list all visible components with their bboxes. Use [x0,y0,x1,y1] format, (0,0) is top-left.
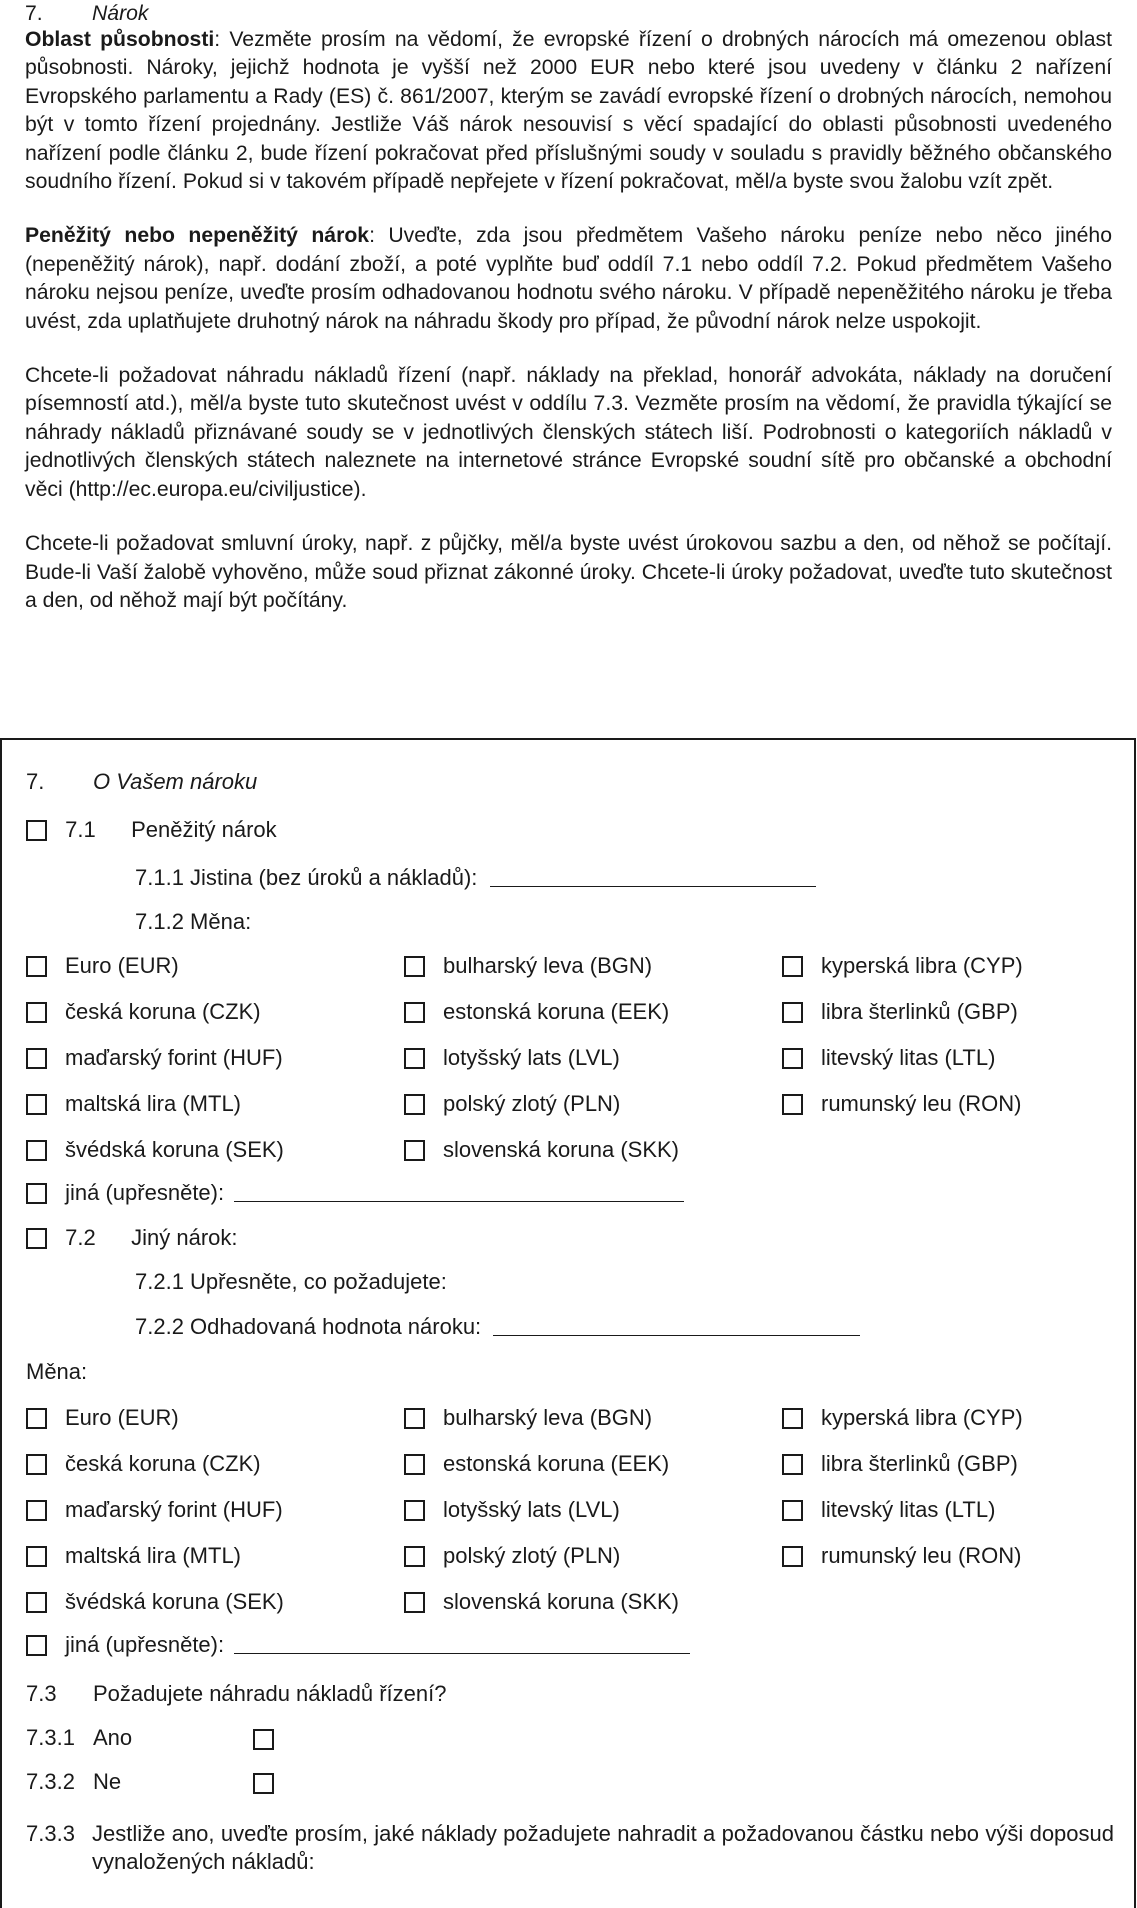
other-currency-row-2 [26,1631,690,1659]
currency-1-label: lotyšský lats (LVL) [443,1045,620,1070]
currency-2-label: bulharský leva (BGN) [443,1405,653,1430]
currency-2-label: švédská koruna (SEK) [65,1589,284,1614]
form-heading [26,768,257,796]
other-claim-checkbox[interactable] [26,1228,47,1249]
other-claim-number: 7.2 [65,1225,96,1250]
form-section-title: O Vašem nároku [93,769,258,794]
monetary-claim-label: Peněžitý nárok [131,817,277,842]
currency-1-label: bulharský leva (BGN) [443,953,653,978]
currency-1-label: libra šterlinků (GBP) [821,999,1018,1024]
currency-1-checkbox[interactable] [26,956,47,977]
currency-2-label: maltská lira (MTL) [65,1543,242,1568]
currency-1-checkbox[interactable] [26,1094,47,1115]
currency-2-label: rumunský leu (RON) [821,1543,1022,1568]
currency-1-checkbox[interactable] [404,956,425,977]
scope-text: : Vezměte prosím na vědomí, že evropské řízení o drobných nárocích má omezenou oblast působnosti. Nároky, jejichž hodnota je vyšší než 2000 EUR nebo které jsou uvedeny v článku 2 nařízení Evropského parlamentu a Rady (ES) č. 861/2007, kterým se zavádí evropské řízení o drobných nárocích, nemohou být v tomto řízení projednány. Jestliže Váš nárok nesouvisí s věcí spadající do oblasti působnosti uvedeného nařízení podle článku 2, bude řízení pokračovat před příslušnými soudy v souladu s pravidly běžného občanského soudního řízení. Pokud si v takovém případě nepřejete v řízení pokračovat, měl/a byste svou žalobu vzít zpět. [25,28,1113,194]
claim-form-box [0,738,1136,1908]
currency-1-label: česká koruna (CZK) [65,999,261,1024]
currency-1-checkbox[interactable] [782,1002,803,1023]
currency-2-label: slovenská koruna (SKK) [443,1589,679,1614]
costs-paragraph: Chcete-li požadovat náhradu nákladů řízení (např. náklady na překlad, honorář advokáta, náklady na doručení písemností atd.), měl/a byste tuto skutečnost uvést v oddílu 7.3. Vezměte prosím na vědomí, že pravidla týkající se náhrady nákladů přiznávané soudy se v jednotlivých členských státech liší. Podrobnosti o kategoriích nákladů v jednotlivých členských státech naleznete na internetové stránce Evropské soudní sítě pro občanské a obchodní věci (http://ec.europa.eu/civiljustice). [25,364,1112,501]
costs-detail-row [26,1820,1114,1876]
currency-2-checkbox[interactable] [782,1454,803,1475]
currency-2-checkbox[interactable] [782,1546,803,1567]
currency-heading-2: Měna: [26,1359,88,1384]
costs-yes-label: Ano [93,1725,133,1750]
other-currency-label-2: jiná (upřesněte): [65,1632,225,1657]
costs-yes-row [26,1724,132,1752]
interest-paragraph: Chcete-li požadovat smluvní úroky, např. z půjčky, měl/a byste uvést úrokovou sazbu a den, od něhož se počítají. Bude-li Vaší žalobě vyhověno, může soud přiznat zákonné úroky. Chcete-li úroky požadovat, uveďte tuto skutečnost a den, od něhož mají být počítány. [25,532,1112,612]
other-currency-checkbox-1[interactable] [26,1183,47,1204]
instructions-section-title: Nárok [92,2,149,25]
currency-1-checkbox[interactable] [26,1048,47,1069]
currency-1-checkbox[interactable] [404,1094,425,1115]
currency-2-label: litevský litas (LTL) [821,1497,996,1522]
currency-2-label: kyperská libra (CYP) [821,1405,1023,1430]
currency-1-label: maďarský forint (HUF) [65,1045,283,1070]
currency-2-checkbox[interactable] [404,1408,425,1429]
currency-1-label: rumunský leu (RON) [821,1091,1022,1116]
currency-2-checkbox[interactable] [404,1500,425,1521]
scope-label: Oblast působnosti [25,28,215,51]
principal-row [135,864,816,892]
currency-2-checkbox[interactable] [404,1454,425,1475]
currency-2-checkbox[interactable] [26,1408,47,1429]
currency-1-checkbox[interactable] [782,956,803,977]
principal-label: 7.1.1 Jistina (bez úroků a nákladů): [135,865,478,890]
currency-2-checkbox[interactable] [404,1592,425,1613]
currency-2-checkbox[interactable] [26,1592,47,1613]
costs-no-label: Ne [93,1769,122,1794]
costs-question-row [26,1680,446,1708]
currency-1-label: slovenská koruna (SKK) [443,1137,679,1162]
instructions [25,0,1112,641]
other-claim-row [26,1224,238,1252]
specify-claim-label: 7.2.1 Upřesněte, co požadujete: [135,1269,447,1294]
currency-1-checkbox[interactable] [782,1048,803,1069]
costs-question-label: Požadujete náhradu nákladů řízení? [93,1681,447,1706]
other-currency-field-1[interactable] [234,1200,684,1202]
costs-no-number: 7.3.2 [26,1769,75,1794]
other-claim-label: Jiný nárok: [131,1225,238,1250]
other-currency-checkbox-2[interactable] [26,1635,47,1656]
estimated-value-field[interactable] [493,1334,860,1336]
currency-2-checkbox[interactable] [26,1546,47,1567]
currency-2-checkbox[interactable] [26,1454,47,1475]
costs-detail-number: 7.3.3 [26,1821,75,1846]
currency-2-label: lotyšský lats (LVL) [443,1497,620,1522]
currency-1-label: litevský litas (LTL) [821,1045,996,1070]
claim-type-paragraph [25,222,1112,336]
other-currency-field-2[interactable] [234,1652,690,1654]
instructions-heading [25,0,1112,26]
monetary-claim-checkbox[interactable] [26,820,47,841]
other-currency-row-1 [26,1179,684,1207]
estimated-value-row [135,1313,860,1341]
claim-type-label: Peněžitý nebo nepeněžitý nárok [25,224,370,248]
currency-1-checkbox[interactable] [404,1048,425,1069]
costs-question-number: 7.3 [26,1681,57,1706]
currency-2-label: Euro (EUR) [65,1405,179,1430]
currency-2-checkbox[interactable] [404,1546,425,1567]
currency-1-checkbox[interactable] [26,1140,47,1161]
principal-field[interactable] [490,885,816,887]
currency-1-label: kyperská libra (CYP) [821,953,1023,978]
estimated-value-label: 7.2.2 Odhadovaná hodnota nároku: [135,1314,482,1339]
monetary-claim-row [26,816,277,844]
instructions-section-number: 7. [25,2,43,25]
costs-no-checkbox[interactable] [253,1773,274,1794]
currency-1-checkbox[interactable] [404,1140,425,1161]
costs-yes-number: 7.3.1 [26,1725,75,1750]
currency-2-label: estonská koruna (EEK) [443,1451,670,1476]
costs-yes-checkbox[interactable] [253,1729,274,1750]
currency-2-label: česká koruna (CZK) [65,1451,261,1476]
other-currency-label-1: jiná (upřesněte): [65,1180,225,1205]
currency-2-checkbox[interactable] [782,1408,803,1429]
costs-no-row [26,1768,121,1796]
currency-1-checkbox[interactable] [782,1094,803,1115]
currency-1-label: polský zlotý (PLN) [443,1091,621,1116]
currency-1-checkbox[interactable] [26,1002,47,1023]
currency-1-checkbox[interactable] [404,1002,425,1023]
currency-1-label: estonská koruna (EEK) [443,999,670,1024]
currency-1-label: švédská koruna (SEK) [65,1137,284,1162]
currency-2-label: maďarský forint (HUF) [65,1497,283,1522]
monetary-claim-number: 7.1 [65,817,96,842]
currency-2-checkbox[interactable] [782,1500,803,1521]
currency-2-label: polský zlotý (PLN) [443,1543,621,1568]
currency-2-label: libra šterlinků (GBP) [821,1451,1018,1476]
currency-1-label: maltská lira (MTL) [65,1091,242,1116]
form-section-number: 7. [26,769,45,794]
scope-paragraph [25,26,1112,196]
claim-type-text: : Uveďte, zda jsou předmětem Vašeho nároku peníze nebo něco jiného (nepeněžitý nárok), např. dodání zboží, a poté vyplňte buď oddíl 7.1 nebo oddíl 7.2. Pokud předmětem Vašeho nároku nejsou peníze, uveďte prosím odhadovanou hodnotu svého nároku. V případě nepeněžitého nároku je třeba uvést, zda uplatňujete druhotný nárok na náhradu škody pro případ, že původní nárok nelze uspokojit. [25,224,1112,333]
currency-2-checkbox[interactable] [26,1500,47,1521]
currency-heading-1: 7.1.2 Měna: [135,909,252,934]
currency-1-label: Euro (EUR) [65,953,179,978]
costs-detail-text: Jestliže ano, uveďte prosím, jaké náklady požadujete nahradit a požadovanou částku nebo výši doposud vynaložených nákladů: [92,1821,1114,1874]
